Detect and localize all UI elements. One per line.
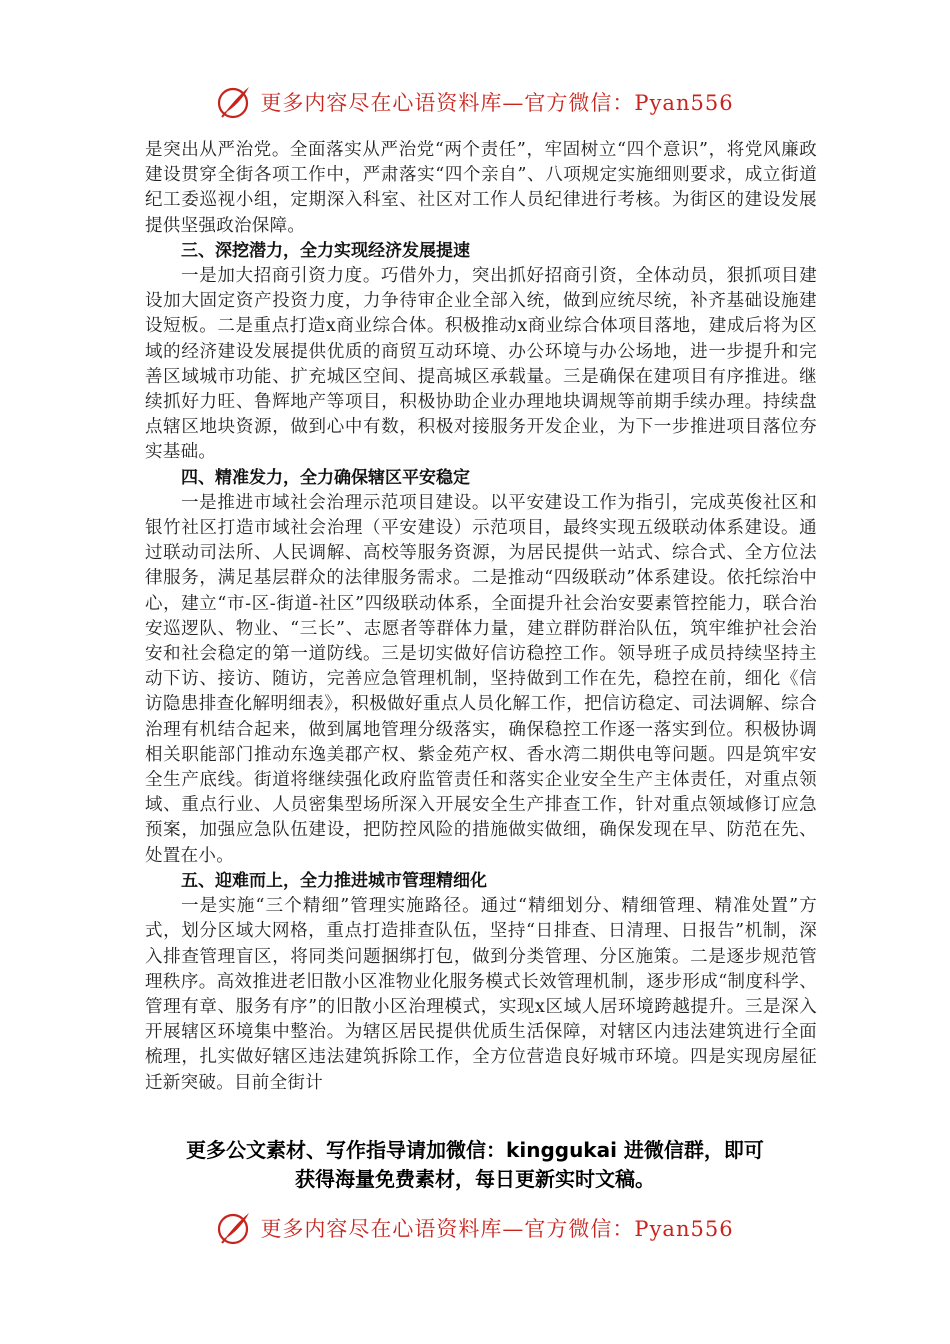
watermark-text: 更多内容尽在心语资料库—官方微信：Pyan556 [260, 1217, 734, 1241]
section-heading-safety: 四、精准发力，全力确保辖区平安稳定 [181, 467, 470, 488]
promo-banner [0, 1136, 950, 1194]
section-heading-city-management: 五、迎难而上，全力推进城市管理精细化 [181, 870, 487, 891]
header-watermark [0, 82, 950, 122]
watermark-text: 更多内容尽在心语资料库—官方微信：Pyan556 [260, 91, 734, 115]
paragraph-safety: 一是推进市域社会治理示范项目建设。以平安建设工作为指引，完成英俊社区和银竹社区打造市域社会治理（平安建设）示范项目，最终实现五级联动体系建设。通过联动司法所、人民调解、高校等服务资源，为居民提供一站式、综合式、全方位法律服务，满足基层群众的法律服务需求。二是推动“四级联动”体系建设。依托综治中心，建立“市-区-街道-社区”四级联动体系，全面提升社会治安要素管控能力，联合治安巡逻队、物业、“三长”、志愿者等群体力量，建立群防群治队伍，筑牢维护社会治安和社会稳定的第一道防线。三是切实做好信访稳控工作。领导班子成员持续坚持主动下访、接访、随访，完善应急管理机制，坚持做到工作在先，稳控在前，细化《信访隐患排查化解明细表》，积极做好重点人员化解工作，把信访稳定、司法调解、综合治理有机结合起来，做到属地管理分级落实，确保稳控工作逐一落实到位。积极协调相关职能部门推动东逸美郡产权、紫金苑产权、香水湾二期供电等问题。四是筑牢安全生产底线。街道将继续强化政府监管责任和落实企业安全生产主体责任，对重点领域、重点行业、人员密集型场所深入开展安全生产排查工作，针对重点领域修订应急预案，加强应急队伍建设，把防控风险的措施做实做细，确保发现在早、防范在先、处置在小。 [145, 492, 817, 866]
promo-line-1: 更多公文素材、写作指导请加微信：kinggukai 进微信群，即可 [186, 1138, 764, 1162]
quill-pen-logo-icon [216, 84, 252, 120]
quill-pen-logo-icon [216, 1210, 252, 1246]
footer-watermark [0, 1208, 950, 1248]
section-heading-economy: 三、深挖潜力，全力实现经济发展提速 [181, 240, 470, 261]
paragraph-economy: 一是加大招商引资力度。巧借外力，突出抓好招商引资，全体动员，狠抓项目建设加大固定资产投资力度，力争待审企业全部入统，做到应统尽统，补齐基础设施建设短板。二是重点打造x商业综合体。积极推动x商业综合体项目落地，建成后将为区域的经济建设发展提供优质的商贸互动环境、办公环境与办公场地，进一步提升和完善区域城市功能、扩充城区空间、提高城区承载量。三是确保在建项目有序推进。继续抓好力旺、鲁辉地产等项目，积极协助企业办理地块调规等前期手续办理。持续盘点辖区地块资源，做到心中有数，积极对接服务开发企业，为下一步推进项目落位夯实基础。 [145, 266, 817, 463]
document-body [145, 138, 817, 1096]
promo-line-2: 获得海量免费素材，每日更新实时文稿。 [295, 1167, 655, 1191]
paragraph-party-discipline: 是突出从严治党。全面落实从严治党“两个责任”，牢固树立“四个意识”，将党风廉政建设贯穿全街各项工作中，严肃落实“四个亲自”、八项规定实施细则要求，成立街道纪工委巡视小组，定期深入科室、社区对工作人员纪律进行考核。为街区的建设发展提供坚强政治保障。 [145, 140, 817, 236]
paragraph-city-management: 一是实施“三个精细”管理实施路径。通过“精细划分、精细管理、精准处置”方式，划分区域大网格，重点打造排查队伍，坚持“日排查、日清理、日报告”机制，深入排查管理盲区，将同类问题捆绑打包，做到分类管理、分区施策。二是逐步规范管理秩序。高效推进老旧散小区准物业化服务模式长效管理机制，逐步形成“制度科学、管理有章、服务有序”的旧散小区治理模式，实现x区域人居环境跨越提升。三是深入开展辖区环境集中整治。为辖区居民提供优质生活保障，对辖区内违法建筑进行全面梳理，扎实做好辖区违法建筑拆除工作，全方位营造良好城市环境。四是实现房屋征迁新突破。目前全街计 [145, 896, 817, 1093]
